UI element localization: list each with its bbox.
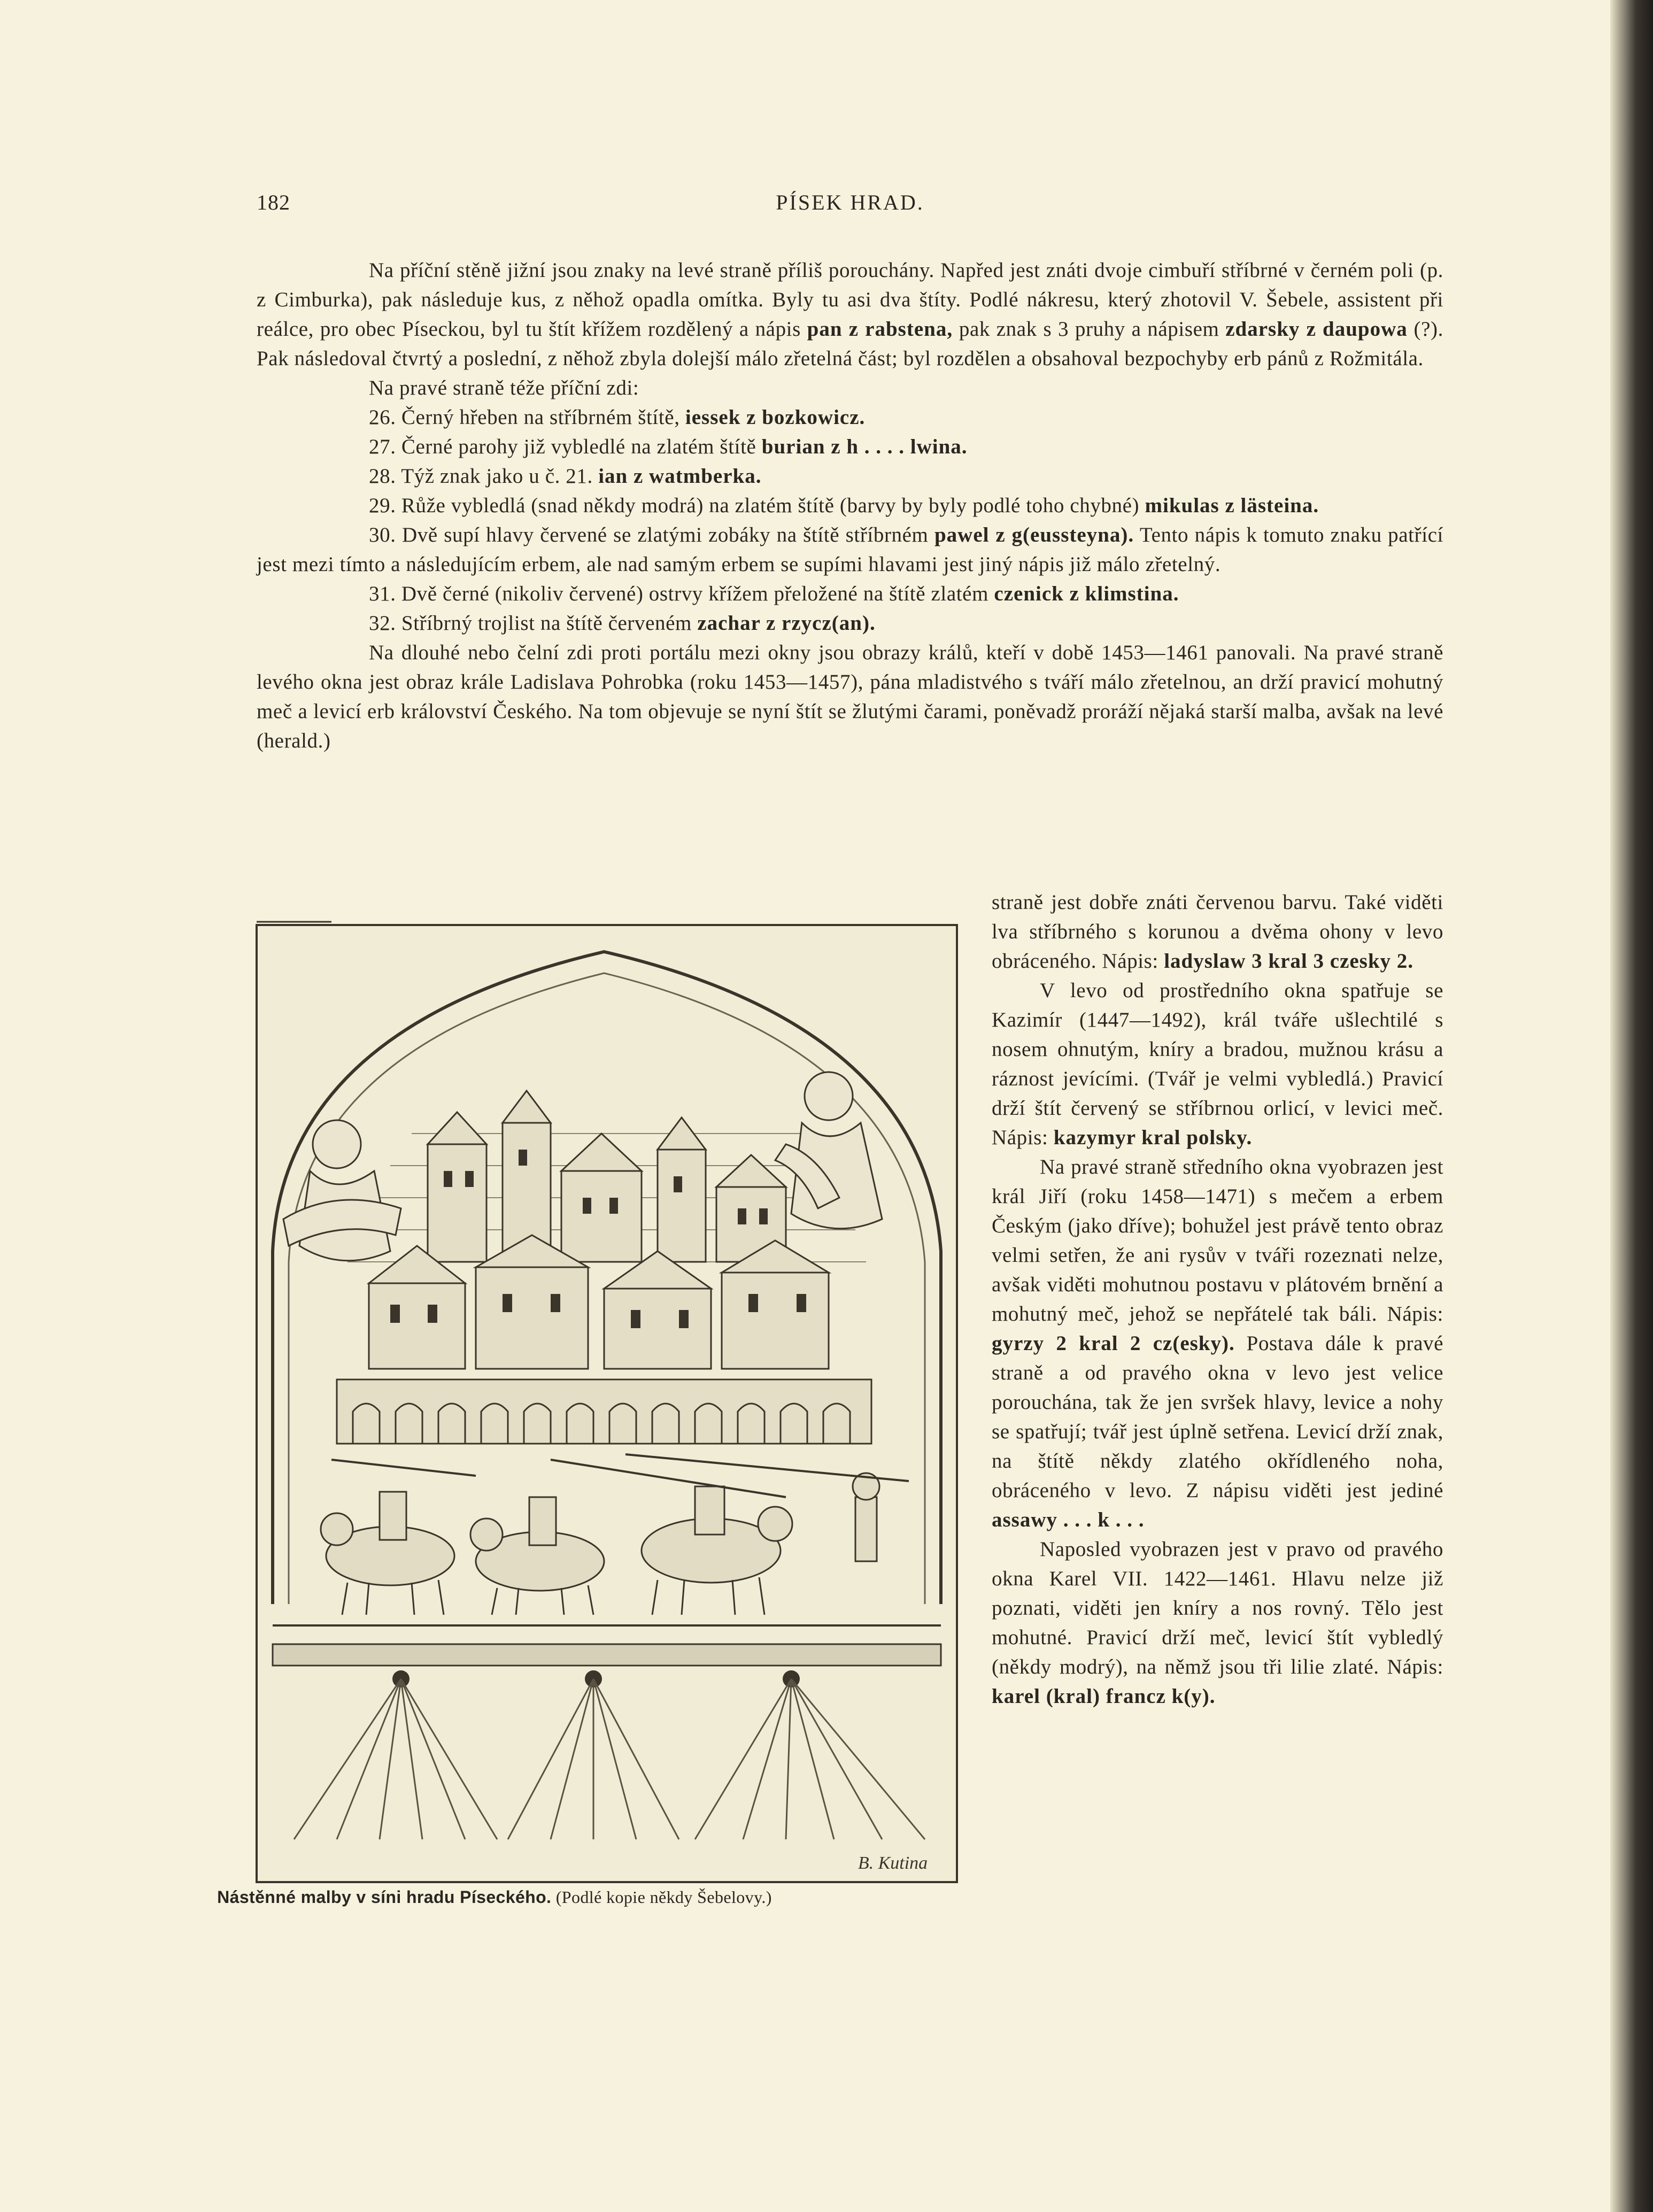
engraver-signature: B. Kutina (858, 1853, 928, 1873)
blackletter-inscription: iessek z bozkowicz. (685, 406, 866, 429)
page-number: 182 (257, 190, 290, 214)
blackletter-inscription: pan z rabstena, (807, 318, 953, 341)
main-text (257, 256, 1443, 756)
side-column-text (992, 888, 1443, 1711)
page-gutter (1610, 0, 1653, 2212)
wall-painting-engraving (251, 920, 962, 1887)
paragraph-1: Na příční stěně jižní jsou znaky na levé straně příliš porouchány. Napřed jest znáti dvoje cimbuří stříbrné v černém poli (p. z Cimburka), pak následuje kus, z něhož opadla omítka. Byly tu asi dva štíty. Podlé nákresu, který zhotovil V. Šebele, assistent při reálce, pro obec Píseckou, byl tu štít křížem rozdělený a nápis pan z rabstena, pak znak s 3 pruhy a nápisem zdarsky z daupowa (?). Pak následoval čtvrtý a poslední, z něhož zbyla dolejší málo zřetelná část; byl rozdělen a obsahoval bezpochyby erb pánů z Rožmitála. (257, 259, 1443, 370)
blackletter-inscription: zdarsky z daupowa (1225, 318, 1408, 341)
item-30: 30. Dvě supí hlavy červené se zlatými zobáky na štítě stříbrném pawel z g(eussteyna). Tento nápis k tomuto znaku patřící jest mezi tímto a následujícím erbem, ale nad samým erbem se supími hlavami jest jiný nápis již málo zřetelný. (257, 523, 1443, 576)
blackletter-inscription: zachar z rzycz(an). (697, 612, 876, 635)
item-26: 26. Černý hřeben na stříbrném štítě, iessek z bozkowicz. (369, 406, 866, 429)
column-paragraph-1: straně jest dobře znáti červenou barvu. Také viděti lva stříbrného s korunou a dvěma ohony v levo obráceného. Nápis: ladyslaw 3 kral 3 czesky 2. (992, 891, 1443, 973)
blackletter-inscription: karel (kral) francz k(y). (992, 1685, 1216, 1708)
item-28: 28. Týž znak jako u č. 21. ian z watmberka. (369, 465, 762, 488)
caption-title: Nástěnné malby v síni hradu Píseckého. (217, 1887, 552, 1907)
column-paragraph-3: Na pravé straně středního okna vyobrazen jest král Jiří (roku 1458—1471) s mečem a erbem Českým (jako dříve); bohužel jest právě tento obraz velmi setřen, že ani rysův v tváři rozeznati nelze, avšak viděti mohutnou postavu v plátovém brnění a mohutný meč, jehož se nepřátelé tak báli. Nápis: gyrzy 2 kral 2 cz(esky). Postava dále k pravé straně a od pravého okna v levo jest velice porouchána, tak že jen svršek hlavy, levice a nohy se spatřují; tvář jest úplně setřena. Levicí drží znak, na štítě někdy zlatého okřídleného noha, obráceného v levo. Z nápisu viděti jest jediné assawy . . . k . . . (992, 1155, 1444, 1531)
paragraph-3: Na dlouhé nebo čelní zdi proti portálu mezi okny jsou obrazy králů, kteří v době 1453—1461 panovali. Na pravé straně levého okna jest obraz krále Ladislava Pohrobka (roku 1453—1457), pána mladistvého s tváří málo zřetelnou, an drží pravicí mohutný meč a levicí erb království Českého. Na tom objevuje se nyní štít se žlutými čarami, poněvadž proráží nějaká starší malba, avšak na levé (herald.) (257, 641, 1443, 752)
wall-painting-illustration (251, 920, 962, 1887)
blackletter-inscription: burian z h . . . . lwina. (761, 435, 968, 458)
blackletter-inscription: czenick z klimstina. (994, 582, 1179, 605)
blackletter-inscription: mikulas z lästeina. (1145, 494, 1319, 517)
column-paragraph-2: V levo od prostředního okna spatřuje se Kazimír (1447—1492), král tváře ušlechtilé s nosem ohnutým, kníry a bradou, mužnou krásu a ráznost jevícími. (Tvář je velmi vybledlá.) Pravicí drží štít červený se stříbrnou orlicí, v levici meč. Nápis: kazymyr kral polsky. (992, 979, 1443, 1149)
blackletter-inscription: gyrzy 2 kral 2 cz(esky). (992, 1332, 1235, 1355)
blackletter-inscription: ladyslaw 3 kral 3 czesky 2. (1164, 950, 1414, 973)
blackletter-inscription: kazymyr kral polsky. (1053, 1126, 1253, 1149)
page-header (257, 190, 1443, 222)
item-27: 27. Černé parohy již vybledlé na zlatém štítě burian z h . . . . lwina. (369, 435, 968, 458)
item-31: 31. Dvě černé (nikoliv červené) ostrvy křížem přeložené na štítě zlatém czenick z klimstina. (369, 582, 1179, 605)
figure-caption (0, 1887, 952, 1907)
paragraph-2: Na pravé straně téže příční zdi: (369, 376, 639, 399)
blackletter-inscription: assawy . . . k . . . (992, 1508, 1145, 1531)
item-29: 29. Růže vybledlá (snad někdy modrá) na zlatém štítě (barvy by byly podlé toho chybné) mikulas z lästeina. (369, 494, 1319, 517)
item-32: 32. Stříbrný trojlist na štítě červeném zachar z rzycz(an). (369, 612, 876, 635)
running-title: PÍSEK HRAD. (776, 190, 924, 214)
blackletter-inscription: pawel z g(eussteyna). (934, 523, 1134, 546)
blackletter-inscription: ian z watmberka. (598, 465, 762, 488)
caption-note: (Podlé kopie někdy Šebelovy.) (555, 1887, 772, 1907)
column-paragraph-4: Naposled vyobrazen jest v pravo od pravého okna Karel VII. 1422—1461. Hlavu nelze již poznati, viděti jen kníry a nos rovný. Tělo jest mohutné. Pravicí drží meč, levicí štít vybledlý (někdy modrý), na němž jsou tři lilie zlaté. Nápis: karel (kral) francz k(y). (992, 1538, 1443, 1708)
